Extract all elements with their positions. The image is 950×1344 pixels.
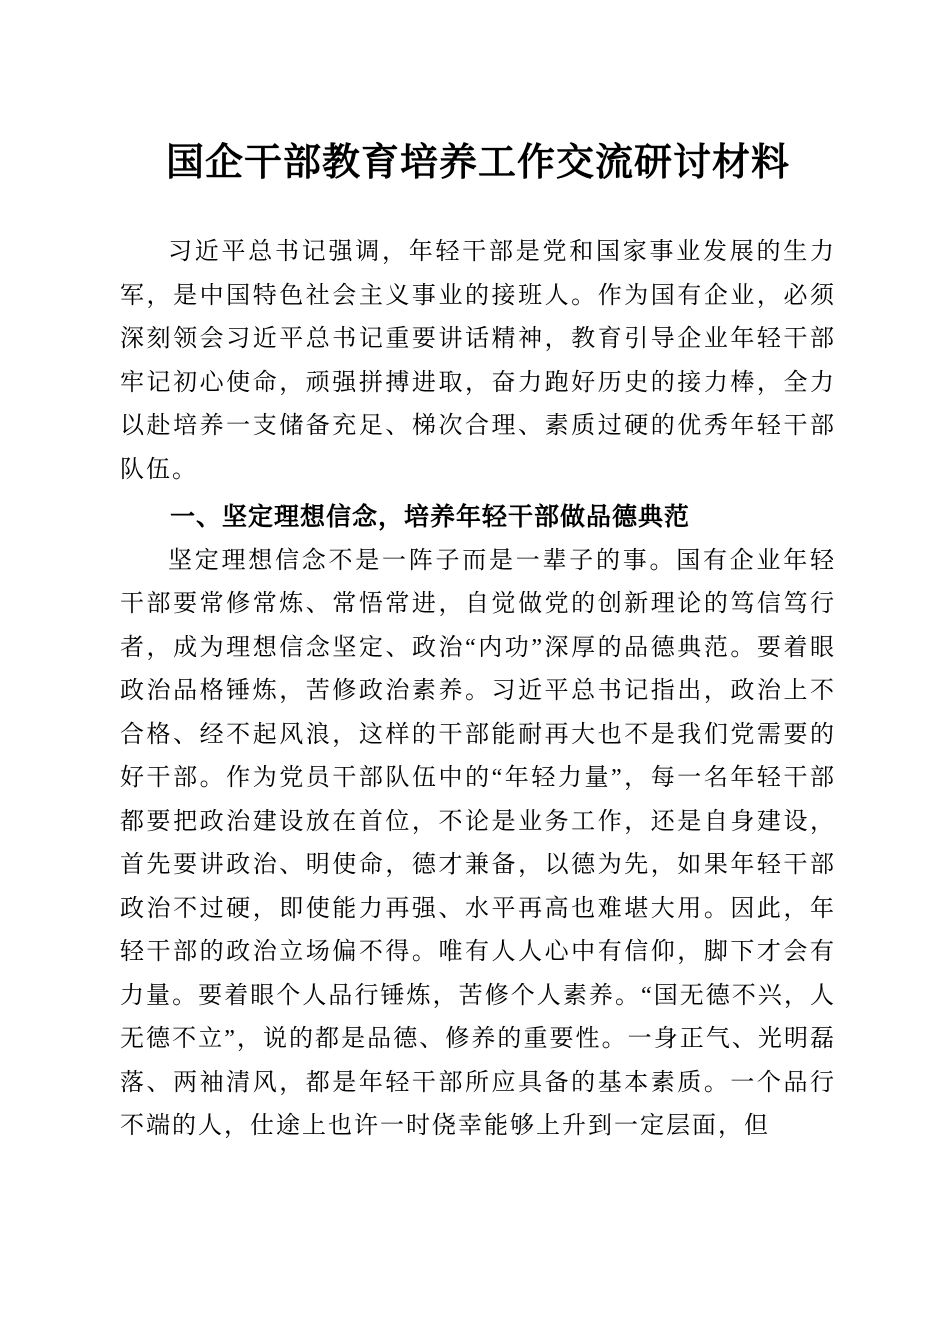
document-title: 国企干部教育培养工作交流研讨材料 [165,142,790,184]
paragraph-section-1-body: 坚定理想信念不是一阵子而是一辈子的事。国有企业年轻干部要常修常炼、常悟常进，自觉做党的创新理论的笃信笃行者，成为理想信念坚定、政治“内功”深厚的品德典范。要着眼政治品格锤炼，苦修政治素养。习近平总书记指出，政治上不合格、经不起风浪，这样的干部能耐再大也不是我们党需要的好干部。作为党员干部队伍中的“年轻力量”，每一名年轻干部都要把政治建设放在首位，不论是业务工作，还是自身建设，首先要讲政治、明使命，德才兼备，以德为先，如果年轻干部政治不过硬，即使能力再强、水平再高也难堪大用。因此，年轻干部的政治立场偏不得。唯有人人心中有信仰，脚下才会有力量。要着眼个人品行锤炼，苦修个人素养。“国无德不兴，人无德不立”，说的都是品德、修养的重要性。一身正气、光明磊落、两袖清风，都是年轻干部所应具备的基本素质。一个品行不端的人，仕途上也许一时侥幸能够上升到一定层面，但 [120,547,836,1139]
paragraph-intro: 习近平总书记强调，年轻干部是党和国家事业发展的生力军，是中国特色社会主义事业的接班人。作为国有企业，必须深刻领会习近平总书记重要讲话精神，教育引导企业年轻干部牢记初心使命，顽强拼搏进取，奋力跑好历史的接力棒，全力以赴培养一支储备充足、梯次合理、素质过硬的优秀年轻干部队伍。 [120,239,836,483]
section-heading-1: 一、坚定理想信念，培养年轻干部做品德典范 [170,503,691,531]
